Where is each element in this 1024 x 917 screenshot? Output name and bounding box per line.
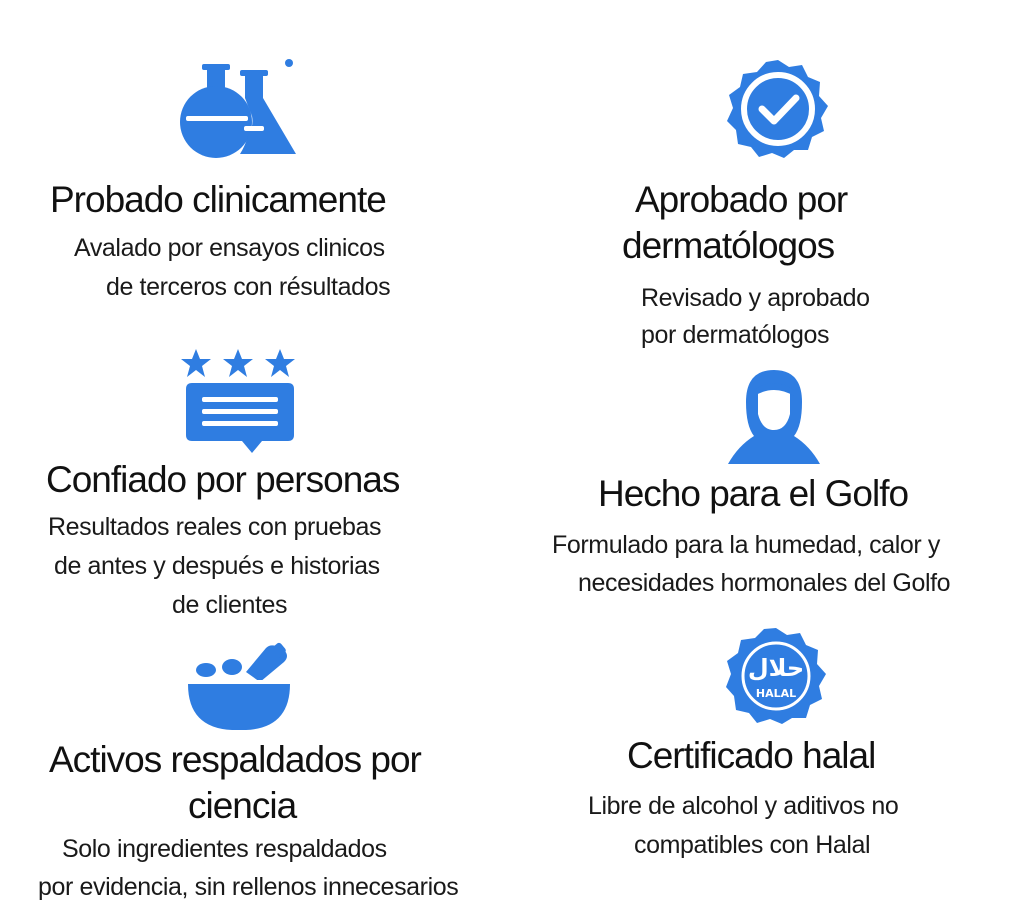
feature-title: Aprobado por [635,179,848,220]
feature-title: Confiado por personas [46,459,400,500]
lab-flasks-icon [178,56,298,160]
feature-desc-line: de antes y después e historias [54,552,380,580]
feature-desc-line: Libre de alcohol y aditivos no [588,792,899,820]
feature-desc-line: Formulado para la humedad, calor y [552,531,940,559]
feature-desc-line: Solo ingredientes respaldados [62,835,387,863]
rated-review-icon [178,345,298,455]
feature-desc-line: por dermatólogos [641,321,830,349]
feature-title: Probado clinicamente [50,179,386,220]
svg-text:حلال: حلال [747,654,805,682]
feature-title: Certificado halal [627,735,876,776]
feature-desc-line: Avalado por ensayos clinicos [74,234,385,262]
feature-desc-line: de terceros con résultados [106,273,391,301]
feature-title: Activos respaldados por [49,739,421,780]
feature-title: ciencia [188,785,297,826]
feature-title: dermatólogos [622,225,835,266]
feature-desc-line: necesidades hormonales del Golfo [578,569,951,597]
feature-desc-line: de clientes [172,591,288,619]
feature-title: Hecho para el Golfo [598,473,909,514]
hijab-woman-icon [724,368,824,466]
halal-seal-icon [724,626,828,724]
feature-desc-line: Resultados reales con pruebas [48,513,382,541]
feature-desc-line: Revisado y aprobado [641,284,870,312]
feature-desc-line: por evidencia, sin rellenos innecesarios [38,873,459,901]
mortar-pestle-icon [186,640,292,734]
svg-text:HALAL: HALAL [755,687,797,700]
verified-badge-icon [724,58,832,160]
feature-desc-line: compatibles con Halal [634,831,871,859]
